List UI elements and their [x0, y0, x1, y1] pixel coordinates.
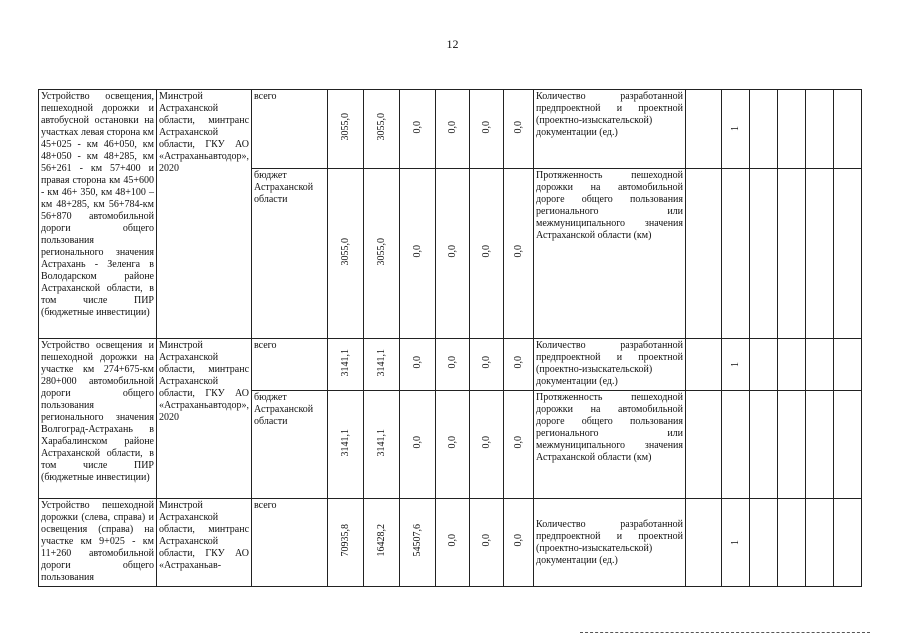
scan-artifact-line — [580, 632, 870, 633]
value-cell: 0,0 — [446, 120, 458, 134]
value-cell: 54507,6 — [411, 524, 423, 557]
funding-source: бюджет Астраханской области — [252, 169, 328, 339]
value-cell: 0,0 — [411, 120, 423, 134]
value-cell: 0,0 — [480, 534, 492, 547]
executor-cell: Минстрой Астраханской области, минтранс Астраханской области, ГКУ АО «Астраханьавтодор», 2020 — [157, 90, 252, 339]
measure-description: Устройство освещения и пешеходной дорожки на участке км 274+675-км 280+000 автомобильной дороги общего пользования регионального значения Волгоград-Астрахань в Харабалинском районе Астраханской области, в том числе ПИР (бюджетные инвестиции) — [39, 339, 157, 499]
value-cell: 3055,0 — [375, 237, 387, 266]
value-cell: 3141,1 — [339, 428, 351, 457]
value-cell: 0,0 — [411, 245, 423, 258]
measure-description: Устройство освещения, пешеходной дорожки и автобусной остановки на участках левая сторона км 45+025 - км 46+050, км 48+050 - км 48+285, км 56+261 - км 57+400 и правая сторона км 45+600 - км 46+ 350, км 48+100 – км 48+285, км 56+784-км 56+870 автомобильной дороги общего пользования регионального значения Астрахань - Зеленга в Володарском районе Астраханской области, в том числе ПИР (бюджетные инвестиции) — [39, 90, 157, 339]
value-cell: 0,0 — [411, 436, 423, 449]
value-cell: 3055,0 — [375, 113, 387, 141]
executor-cell: Минстрой Астраханской области, минтранс Астраханской области, ГКУ АО «Астраханьавтодор», 2020 — [157, 339, 252, 499]
value-cell: 0,0 — [480, 356, 492, 369]
table-row — [39, 339, 862, 391]
value-cell: 3141,1 — [375, 348, 387, 377]
value-cell: 0,0 — [446, 436, 458, 449]
measure-description: Устройство пешеходной дорожки (слева, справа) и освещения (справа) на участке км 9+025 - км 11+260 автомобильной дороги общего пользования — [39, 499, 157, 587]
page-number: 12 — [446, 37, 459, 51]
indicator-cell: Количество разработанной предпроектной и проектной (проектно-изыскательской) документации (ед.) — [534, 339, 686, 391]
target-value: 1 — [729, 126, 741, 131]
indicator-cell: Протяженность пешеходной дорожки на автомобильной дороге общего пользования регионального или межмуниципального значения Астраханской области (км) — [534, 169, 686, 339]
indicator-cell: Количество разработанной предпроектной и проектной (проектно-изыскательской) документации (ед.) — [534, 90, 686, 169]
table-row — [39, 90, 862, 169]
value-cell: 70935,8 — [339, 524, 351, 557]
funding-source: всего — [252, 90, 328, 169]
target-value: 1 — [729, 361, 741, 367]
program-table — [38, 89, 862, 587]
table-row — [39, 499, 862, 587]
value-cell: 0,0 — [512, 245, 524, 258]
indicator-cell: Количество разработанной предпроектной и проектной (проектно-изыскательской) документации (ед.) — [534, 499, 686, 587]
value-cell: 3055,0 — [339, 237, 351, 266]
value-cell: 16428,2 — [375, 524, 387, 557]
indicator-cell: Протяженность пешеходной дорожки на автомобильной дороге общего пользования регионального или межмуниципального значения Астраханской области (км) — [534, 391, 686, 499]
value-cell: 0,0 — [480, 436, 492, 449]
value-cell: 0,0 — [512, 436, 524, 449]
value-cell: 0,0 — [446, 534, 458, 547]
value-cell: 0,0 — [512, 356, 524, 369]
value-cell: 0,0 — [480, 245, 492, 258]
value-cell: 3141,1 — [375, 428, 387, 457]
executor-cell: Минстрой Астраханской области, минтранс Астраханской области, ГКУ АО «Астраханьав- — [157, 499, 252, 587]
value-cell: 0,0 — [512, 534, 524, 547]
value-cell: 0,0 — [446, 245, 458, 258]
value-cell: 3055,0 — [339, 113, 351, 141]
value-cell: 3141,1 — [339, 348, 351, 377]
value-cell: 0,0 — [480, 120, 492, 134]
funding-source: всего — [252, 339, 328, 391]
value-cell: 0,0 — [446, 356, 458, 369]
target-value: 1 — [729, 539, 741, 545]
funding-source: всего — [252, 499, 328, 587]
funding-source: бюджет Астраханской области — [252, 391, 328, 499]
value-cell: 0,0 — [411, 356, 423, 369]
value-cell: 0,0 — [512, 120, 524, 134]
